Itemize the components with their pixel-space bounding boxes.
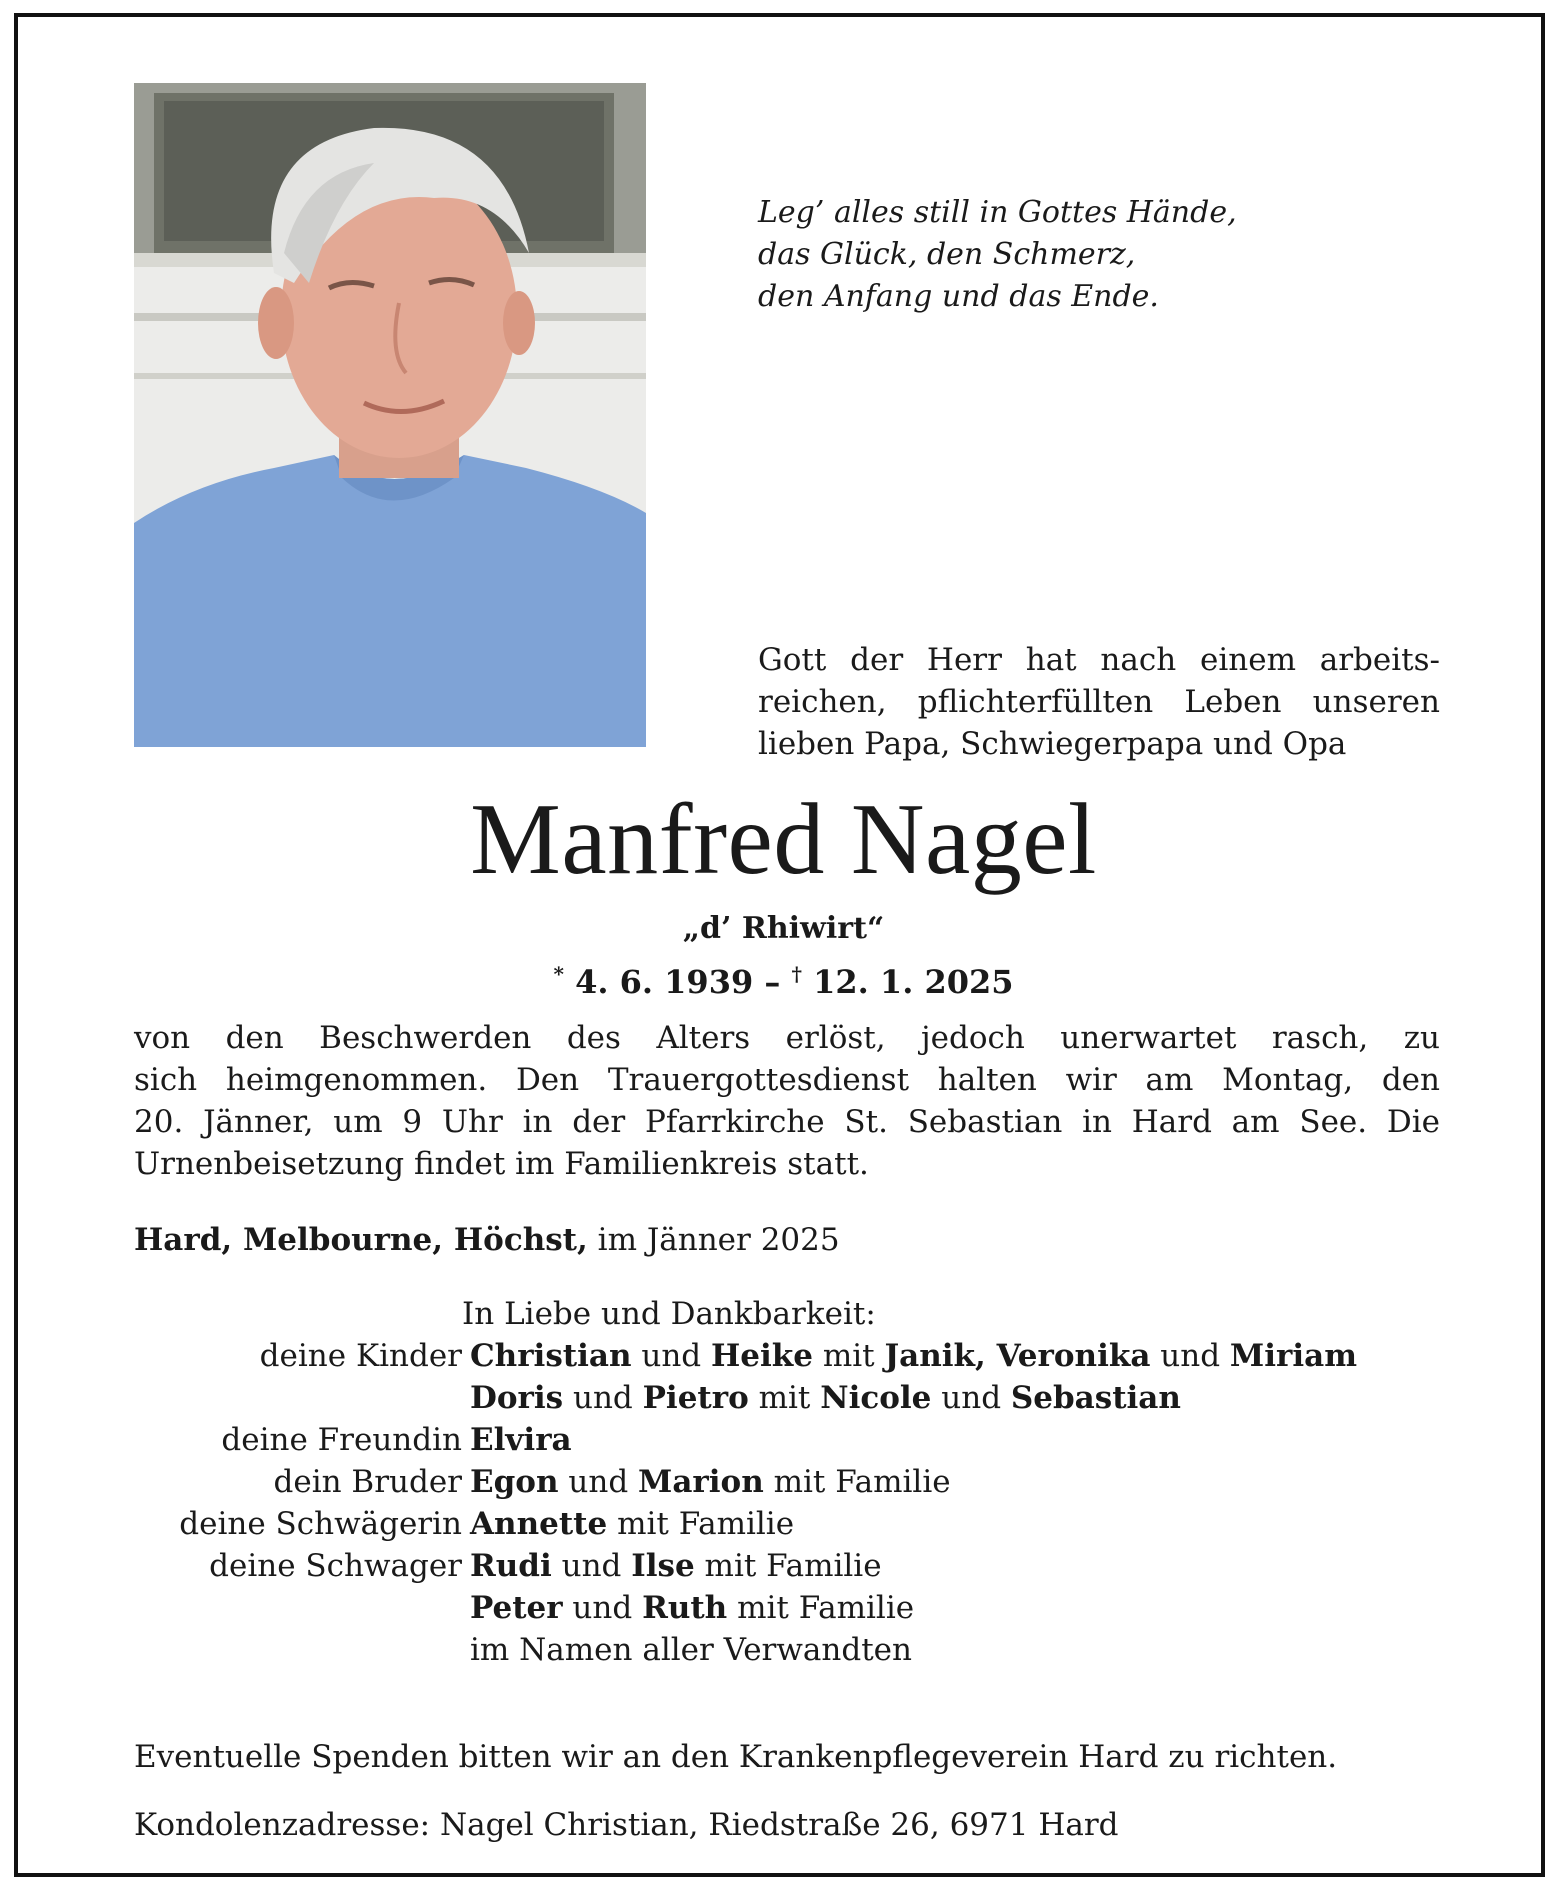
closing-phrase: im Namen aller Verwandten: [470, 1632, 912, 1668]
deceased-name: Manfred Nagel: [470, 783, 1097, 896]
announcement-text: [134, 1017, 1440, 1185]
person-name: Peter: [470, 1590, 563, 1626]
connector: und: [558, 1464, 639, 1500]
family-row: [134, 1503, 1454, 1545]
connector: und: [931, 1380, 1011, 1416]
portrait-illustration: [134, 83, 646, 747]
family-list: [134, 1335, 1454, 1671]
obituary-card: [14, 13, 1545, 1877]
death-date: 12. 1. 2025: [813, 963, 1014, 1001]
life-dates: [18, 952, 1549, 1004]
announcement-line: Urnenbeisetzung findet im Familienkreis statt.: [134, 1146, 869, 1182]
person-name: Heike: [710, 1338, 813, 1374]
announcement-line: 20. Jänner, um 9 Uhr in der Pfarrkirche St. Sebastian in Hard am See. Die: [134, 1104, 1440, 1140]
announcement-line: von den Beschwerden des Alters erlöst, jedoch unerwartet rasch, zu: [134, 1020, 1440, 1056]
person-name: Sebastian: [1010, 1380, 1181, 1416]
family-names: [470, 1335, 1357, 1377]
person-name: Egon: [470, 1464, 559, 1500]
relation-label: [134, 1629, 470, 1671]
person-name: Ruth: [642, 1590, 728, 1626]
connector: und: [1150, 1338, 1230, 1374]
birth-symbol: *: [553, 962, 564, 986]
relation-label: dein Bruder: [273, 1464, 462, 1500]
place-date-line: [134, 1219, 840, 1261]
poem-line: den Anfang und das Ende.: [758, 279, 1159, 314]
connector: und: [563, 1380, 643, 1416]
connector: mit Familie: [727, 1590, 915, 1626]
family-names: [470, 1629, 912, 1671]
relation-label: [134, 1377, 470, 1419]
family-names: [470, 1461, 951, 1503]
relation-label: deine Schwägerin: [179, 1506, 462, 1542]
family-row: [134, 1587, 1454, 1629]
relation-label: [134, 1587, 470, 1629]
family-names: [470, 1377, 1181, 1419]
portrait-photo: [134, 83, 646, 747]
person-name: Elvira: [470, 1422, 572, 1458]
poem-line: das Glück, den Schmerz,: [758, 237, 1136, 272]
month-year: im Jänner 2025: [597, 1222, 840, 1258]
family-names: [470, 1503, 794, 1545]
intro-line: Gott der Herr hat nach einem arbeits-: [758, 642, 1440, 678]
relation-label: deine Schwager: [209, 1548, 462, 1584]
poem-line: Leg’ alles still in Gottes Hände,: [758, 195, 1237, 230]
family-names: [470, 1419, 572, 1461]
poem: [758, 192, 1237, 318]
relation-label: deine Freundin: [221, 1422, 462, 1458]
family-row: [134, 1335, 1454, 1377]
connector: mit: [748, 1380, 821, 1416]
person-name: Doris: [470, 1380, 564, 1416]
relation-label: deine Kinder: [259, 1338, 462, 1374]
family-row: [134, 1545, 1454, 1587]
connector: und: [562, 1590, 643, 1626]
family-row: [134, 1461, 1454, 1503]
family-row: [134, 1419, 1454, 1461]
places: Hard, Melbourne, Höchst,: [134, 1222, 588, 1258]
person-name: Christian: [470, 1338, 632, 1374]
family-row: [134, 1629, 1454, 1671]
family-names: [470, 1545, 882, 1587]
announcement-line: sich heimgenommen. Den Trauergottesdienst halten wir am Montag, den: [134, 1062, 1440, 1098]
person-name: Janik, Veronika: [884, 1338, 1151, 1374]
connector: und: [551, 1548, 632, 1584]
person-name: Marion: [638, 1464, 764, 1500]
death-symbol: †: [791, 962, 802, 986]
condolence-address: Kondolenzadresse: Nagel Christian, Riedstraße 26, 6971 Hard: [134, 1807, 1119, 1843]
person-name: Ilse: [631, 1548, 695, 1584]
intro-text: [758, 639, 1440, 765]
birth-date: 4. 6. 1939: [575, 963, 754, 1001]
intro-line: reichen, pflichterfüllten Leben unseren: [758, 684, 1440, 720]
person-name: Annette: [470, 1506, 608, 1542]
person-name: Rudi: [470, 1548, 552, 1584]
connector: mit Familie: [763, 1464, 951, 1500]
date-dash: –: [764, 963, 781, 1001]
connector: und: [631, 1338, 711, 1374]
connector: mit Familie: [607, 1506, 795, 1542]
connector: mit: [812, 1338, 885, 1374]
family-names: [470, 1587, 914, 1629]
person-name: Nicole: [820, 1380, 932, 1416]
donation-note: Eventuelle Spenden bitten wir an den Krankenpflegeverein Hard zu richten.: [134, 1739, 1338, 1775]
family-row: [134, 1377, 1454, 1419]
person-name: Miriam: [1229, 1338, 1357, 1374]
deceased-nickname: „d’ Rhiwirt“: [682, 911, 885, 946]
intro-line: lieben Papa, Schwiegerpapa und Opa: [758, 726, 1347, 762]
family-heading: In Liebe und Dankbarkeit:: [462, 1296, 876, 1332]
person-name: Pietro: [642, 1380, 749, 1416]
connector: mit Familie: [694, 1548, 882, 1584]
